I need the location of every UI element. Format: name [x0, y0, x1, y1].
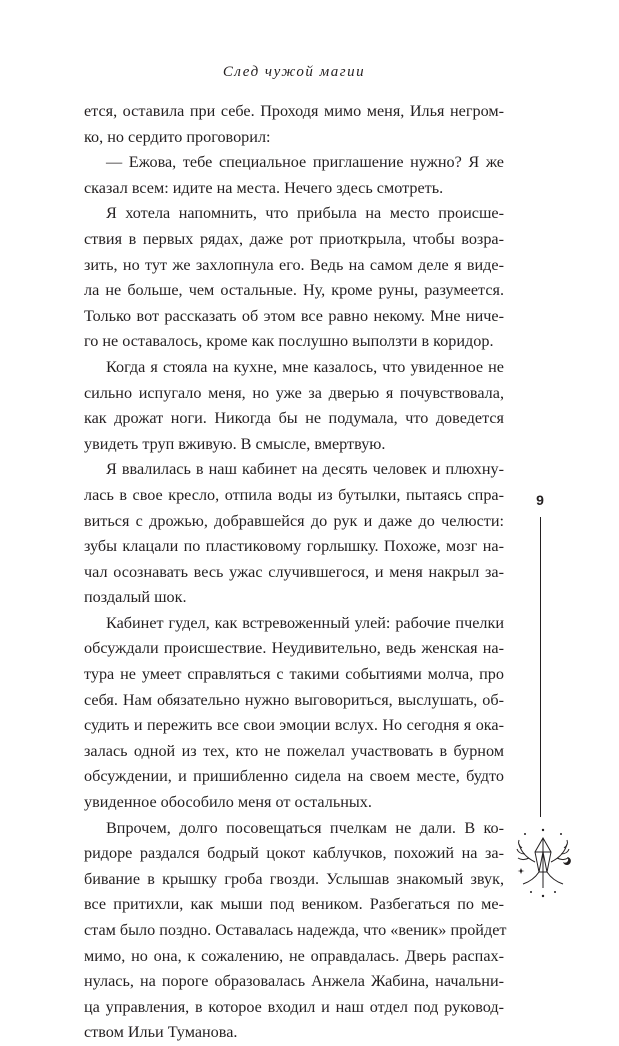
text-line: ством Ильи Туманова. — [84, 1023, 238, 1042]
text-line: виться с дрожью, добравшейся до рук и даже до челюсти: — [84, 511, 504, 530]
text-line: залась одной из тех, кто не пожелал участвовать в бурном — [84, 741, 504, 760]
text-line: нулась, на пороге образовалась Анжела Жабина, начальни- — [84, 972, 504, 991]
text-line: — Ежова, тебе специальное приглашение нужно? Я же — [106, 153, 504, 172]
text-line: себя. Нам обязательно нужно выговориться, выслушать, об- — [84, 690, 504, 709]
text-line: сказал всем: идите на места. Нечего здесь смотреть. — [84, 178, 444, 197]
text-line: обсуждении, и пришибленно сидела на своем месте, будто — [84, 767, 504, 786]
text-line: мимо, но она, к сожалению, не оправдалась. Дверь распах- — [84, 946, 504, 965]
text-line: тура не умеет справляться с такими событиями молча, про — [84, 665, 504, 684]
page-number: 9 — [536, 492, 544, 508]
text-line: все притихли, как мыши под веником. Разбегаться по ме- — [84, 895, 504, 914]
text-line: Кабинет гудел, как встревоженный улей: рабочие пчелки — [106, 613, 504, 632]
text-line: ридоре раздался бодрый цокот каблучков, похожий на за- — [84, 844, 504, 863]
text-line: зить, но тут же захлопнула его. Ведь на самом деле я виде- — [84, 255, 504, 274]
text-line: ко, но сердито проговорил: — [84, 127, 271, 146]
text-line: сильно испугало меня, но уже за дверью я почувствовала, — [84, 383, 504, 402]
margin-rule — [540, 517, 541, 817]
text-line: как дрожат ноги. Никогда бы не подумала, что доведется — [84, 409, 504, 428]
running-head: След чужой магии — [222, 64, 366, 80]
text-line: Впрочем, долго посовещаться пчелкам не дали. В ко- — [106, 818, 504, 837]
text-line: обсуждали происшествие. Неудивительно, ведь женская на- — [84, 639, 504, 658]
text-line: поздалый шок. — [84, 588, 187, 607]
body-text — [84, 99, 507, 1046]
text-line: ствия в первых рядах, даже рот приоткрыла, чтобы возра- — [84, 229, 504, 248]
text-line: ется, оставила при себе. Проходя мимо меня, Илья негром- — [84, 102, 504, 120]
text-line: увидеть труп вживую. В смысле, вмертвую. — [84, 434, 386, 453]
text-line: судить и пережить все свои эмоции вслух. Но сегодня я ока- — [84, 716, 504, 735]
text-line: бивание в крышку гроба гвозди. Услышав знакомый звук, — [84, 869, 504, 888]
text-line: стам было поздно. Оставалась надежда, что «веник» пройдет — [84, 921, 507, 939]
text-line: лась в свое кресло, отпила воды из бутылки, пытаясь спра- — [84, 485, 504, 504]
text-line: Когда я стояла на кухне, мне казалось, что увиденное не — [106, 357, 504, 376]
text-line: ца управления, в которое входил и наш отдел под руковод- — [84, 997, 504, 1016]
text-line: ла не больше, чем остальные. Ну, кроме руны, разумеется. — [84, 281, 504, 300]
text-line: зубы клацали по пластиковому горлышку. Похоже, мозг на- — [84, 537, 504, 556]
text-line: чал осознавать весь ужас случившегося, и меня накрыл за- — [84, 562, 504, 581]
text-line: Я хотела напомнить, что прибыла на место происше- — [106, 204, 504, 223]
text-line: го не оставалось, кроме как послушно выползти в коридор. — [84, 332, 494, 351]
crystal-sprig-icon — [513, 822, 573, 902]
text-line: увиденное обособило меня от остальных. — [84, 793, 372, 812]
text-line: Я ввалилась в наш кабинет на десять человек и плюхну- — [106, 460, 504, 479]
text-line: Только вот рассказать об этом все равно некому. Мне ниче- — [84, 306, 504, 325]
